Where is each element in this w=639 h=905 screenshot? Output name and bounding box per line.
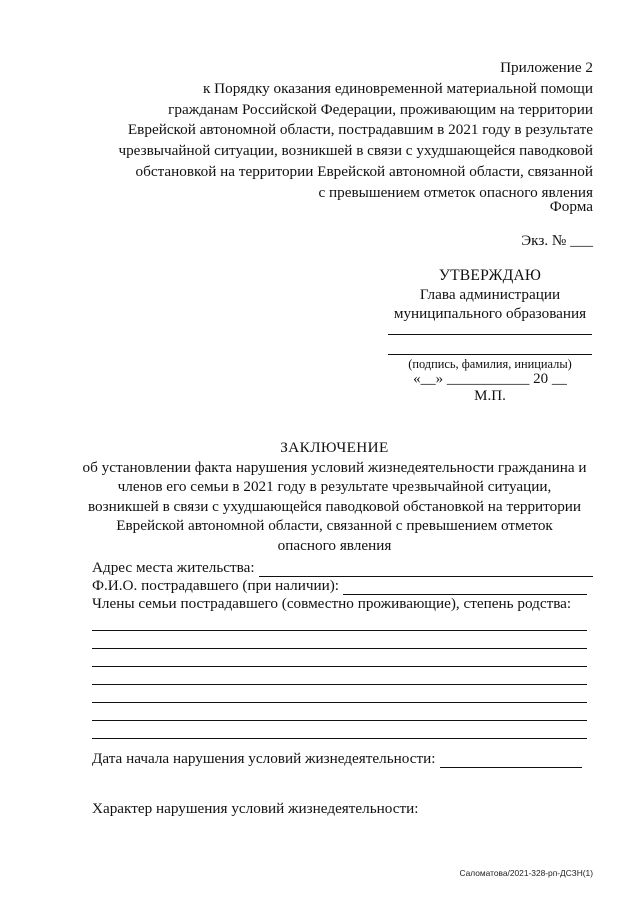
form-label: Форма	[549, 198, 593, 215]
municipality-blank-line	[388, 334, 592, 335]
approval-block	[380, 266, 600, 404]
copy-number-label: Экз. № ___	[521, 232, 593, 249]
address-label: Адрес места жительства:	[92, 559, 255, 576]
start-date-row	[92, 750, 582, 768]
document-code: Саломатова/2021-328-рп-ДСЗН(1)	[459, 868, 593, 878]
family-members-line[interactable]	[92, 631, 587, 649]
approve-title: УТВЕРЖДАЮ	[438, 267, 542, 284]
conclusion-subtitle-line: об установлении факта нарушения условий жизнедеятельности гражданина и	[82, 458, 587, 476]
conclusion-subtitle-line: членов его семьи в 2021 году в результате чрезвычайной ситуации,	[117, 478, 552, 496]
appendix-line: гражданам Российской Федерации, проживающим на территории	[168, 100, 593, 118]
family-members-line[interactable]	[92, 649, 587, 667]
stamp-place-label: М.П.	[474, 388, 506, 404]
conclusion-subtitle-line: Еврейской автономной области, связанной с превышением отметок	[116, 517, 553, 535]
appendix-line: с превышением отметок опасного явления	[318, 183, 593, 201]
start-date-label: Дата начала нарушения условий жизнедеятельности:	[92, 750, 436, 767]
approval-date-line: «__» ___________ 20 __	[413, 371, 567, 387]
family-members-line[interactable]	[92, 685, 587, 703]
conclusion-subtitle-line: опасного явления	[277, 536, 392, 554]
approve-organization: муниципального образования	[393, 305, 587, 322]
family-members-line[interactable]	[92, 721, 587, 739]
violation-nature-label: Характер нарушения условий жизнедеятельности:	[92, 800, 419, 817]
conclusion-subtitle-line: возникшей в связи с ухудшающейся паводковой обстановкой на территории	[87, 497, 582, 515]
conclusion-title: ЗАКЛЮЧЕНИЕ	[280, 439, 389, 456]
conclusion-heading	[70, 438, 599, 556]
victim-name-label: Ф.И.О. пострадавшего (при наличии):	[92, 577, 340, 594]
approve-position: Глава администрации	[419, 286, 561, 303]
address-field[interactable]	[259, 563, 593, 577]
appendix-header	[60, 58, 593, 204]
appendix-line: чрезвычайной ситуации, возникшей в связи с ухудшающейся паводковой	[118, 142, 593, 160]
victim-name-row	[92, 577, 587, 595]
appendix-line: обстановкой на территории Еврейской автономной области, связанной	[135, 162, 593, 180]
victim-info-fields	[92, 559, 593, 739]
address-row	[92, 559, 593, 577]
start-date-field[interactable]	[440, 754, 582, 768]
family-members-line[interactable]	[92, 703, 587, 721]
appendix-title: Приложение 2	[500, 59, 593, 76]
family-members-label: Члены семьи пострадавшего (совместно проживающие), степень родства:	[92, 595, 572, 612]
family-members-line[interactable]	[92, 667, 587, 685]
family-members-line[interactable]	[92, 613, 587, 631]
signature-caption: (подпись, фамилия, инициалы)	[408, 357, 572, 371]
appendix-line: к Порядку оказания единовременной материальной помощи	[202, 79, 593, 97]
victim-name-field[interactable]	[343, 581, 587, 595]
appendix-line: Еврейской автономной области, пострадавшим в 2021 году в результате	[127, 121, 593, 139]
